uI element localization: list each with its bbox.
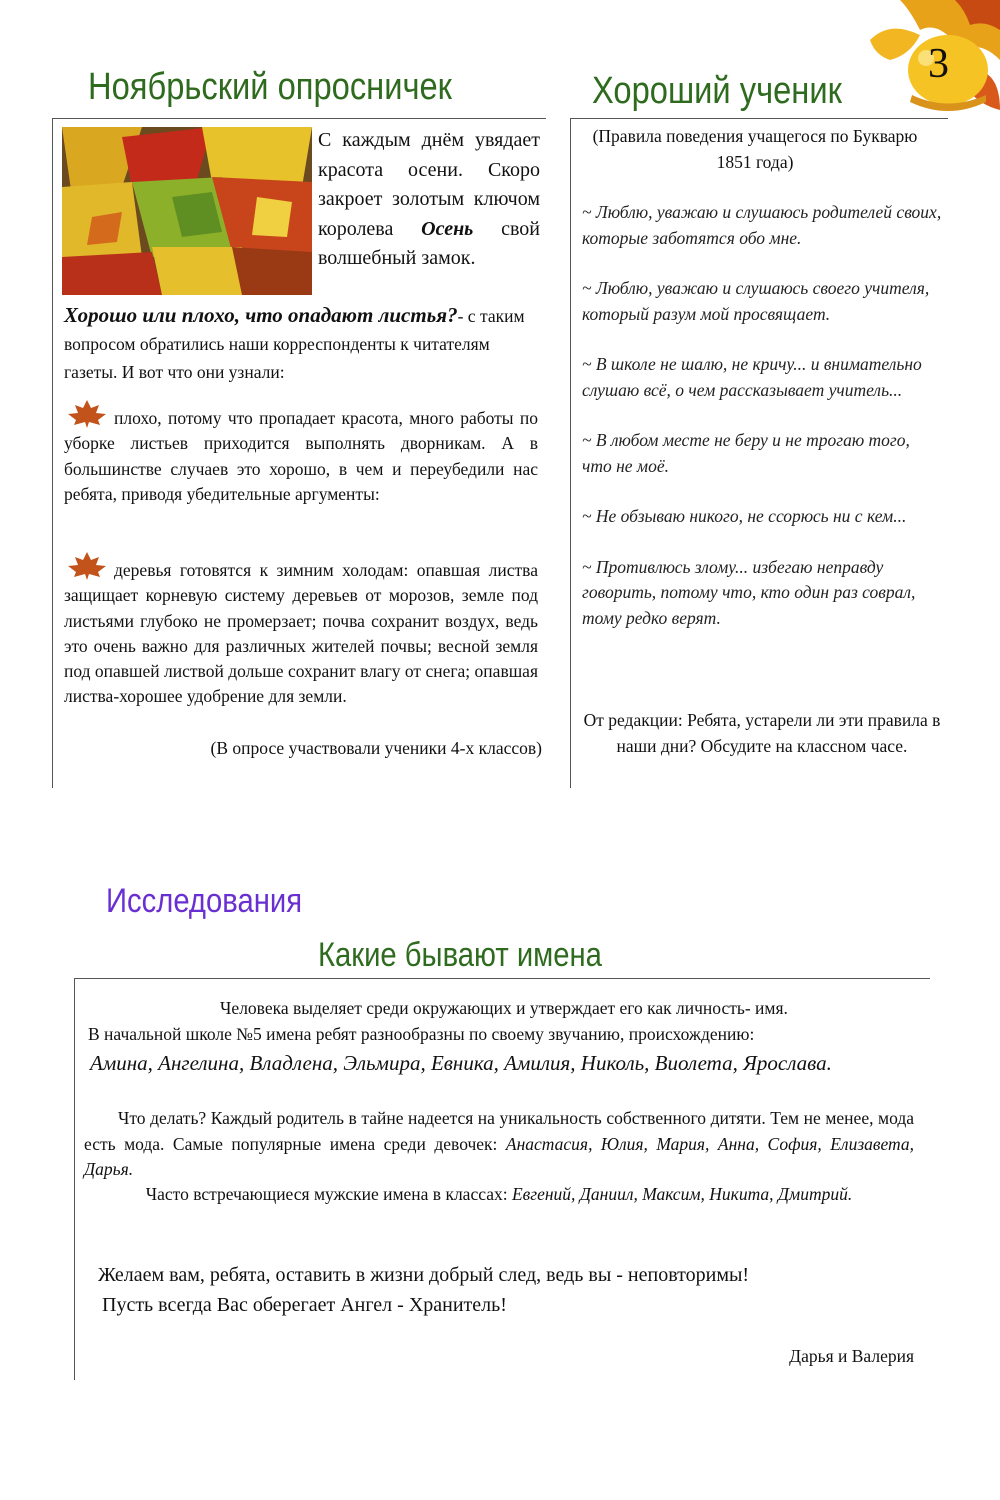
left-column-title: Ноябрьский опросничек: [88, 66, 452, 108]
answer-two: [64, 550, 538, 710]
rare-names-list: Амина, Ангелина, Владлена, Эльмира, Евника, Амилия, Николь, Виолета, Ярослава.: [90, 1051, 832, 1075]
answer-one: [64, 398, 538, 507]
answer-two-text: деревья готовятся к зимним холодам: опавшая листва защищает корневую систему деревьев от морозов, земле под листьями глубоко не промерзает; почва сохранит воздух, ведь это очень важно для различных жителей почвы; весной земля под опавшей листвой дольше сохранит влагу от снега; опавшая листва-хорошее удобрение для земли.: [64, 560, 538, 707]
survey-question-block: [64, 302, 540, 387]
rule-item: ~ Противлюсь злому... избегаю неправду говорить, потому что, кто один раз соврал, тому редко верят.: [582, 556, 916, 628]
intro-text: С каждым днём увядает красота осени. Скоро закроет золотым ключом королева: [318, 129, 540, 240]
names-paragraph-4: [84, 1182, 914, 1208]
rule-item: ~ Люблю, уважаю и слушаюсь родителей своих, которые заботятся обо мне.: [582, 202, 942, 248]
girls-names-list: Анастасия, Юлия, Мария, Анна, София, Елизавета, Дарья.: [84, 1133, 915, 1179]
names-article-title: Какие бывают имена: [318, 936, 602, 974]
right-side-rule: [570, 118, 571, 788]
rules-list: [582, 200, 942, 631]
survey-question-tail: - с таким вопросом обратились наши корреспонденты к читателям газеты. И вот что они узнали:: [64, 306, 525, 382]
answer-one-text: плохо, потому что пропадает красота, много работы по уборке листьев приходится выполнять дворникам. А в большинстве случаев это хорошо, в чем и переубедили нас ребята, приводя убедительные аргументы:: [64, 408, 538, 504]
section-label: Исследования: [106, 882, 303, 920]
page-number: 3: [928, 41, 949, 87]
names-paragraph-2: В начальной школе №5 имена ребят разнообразны по своему звучанию, происхождению:: [88, 1024, 755, 1044]
bottom-side-rule: [74, 978, 75, 1380]
intro-bold: Осень: [421, 217, 474, 240]
right-column-title: Хороший ученик: [592, 70, 842, 112]
rule-item: ~ В любом месте не беру и не трогаю того, что не моё.: [582, 430, 910, 476]
rule-item: ~ В школе не шалю, не кричу... и внимательно слушаю всё, о чем рассказывает учитель...: [582, 354, 922, 400]
maple-leaf-icon: [64, 398, 110, 428]
wish-line-2: Пусть всегда Вас оберегает Ангел - Хранитель!: [102, 1294, 507, 1316]
intro-tail: свой волшебный замок.: [318, 217, 540, 269]
names-paragraph-3: [84, 1106, 914, 1183]
wish-line-1: Желаем вам, ребята, оставить в жизни добрый след, ведь вы - неповторимы!: [98, 1264, 750, 1286]
rule-item: ~ Люблю, уважаю и слушаюсь своего учителя, который разум мой просвящает.: [582, 278, 930, 324]
intro-paragraph: [318, 126, 540, 274]
survey-note: (В опросе участвовали ученики 4-х классов): [210, 738, 542, 758]
maple-leaf-icon: [64, 550, 110, 580]
names-paragraph-3-text: Что делать? Каждый родитель в тайне надеется на уникальность собственного дитяти. Тем не менее, мода есть мода. Самые популярные имена среди девочек:: [84, 1108, 914, 1154]
names-paragraph-4-text: Часто встречающиеся мужские имена в классах:: [145, 1184, 508, 1204]
rules-subtitle: (Правила поведения учащегося по Букварю 1851 года): [592, 126, 918, 172]
names-paragraph-1: Человека выделяет среди окружающих и утверждает его как личность- имя.: [220, 998, 788, 1018]
editor-note: От редакции: Ребята, устарели ли эти правила в наши дни? Обсудите на классном часе.: [583, 710, 941, 756]
autumn-leaves-photo: [62, 127, 312, 295]
bottom-top-rule: [74, 978, 930, 979]
boys-names-list: Евгений, Даниил, Максим, Никита, Дмитрий.: [511, 1184, 853, 1204]
left-top-rule: [52, 118, 546, 119]
article-authors: Дарья и Валерия: [789, 1346, 914, 1366]
left-side-rule: [52, 118, 53, 788]
rule-item: ~ Не обзываю никого, не ссорюсь ни с кем...: [582, 506, 907, 526]
right-top-rule: [570, 118, 948, 119]
survey-question: Хорошо или плохо, что опадают листья?: [64, 303, 458, 327]
